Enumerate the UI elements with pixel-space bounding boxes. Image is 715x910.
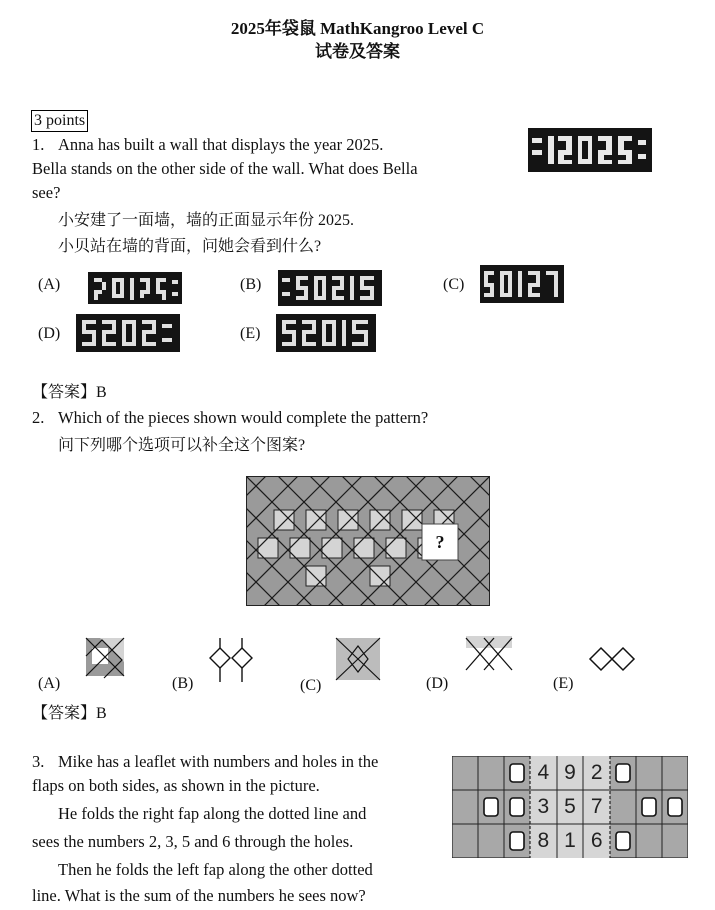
page-title: 2025年袋鼠 MathKangroo Level C <box>230 19 485 38</box>
q3-number: 3. <box>32 752 45 771</box>
q3-text-line3: He folds the right fap along the dotted line and <box>58 804 367 823</box>
q1-option-a-label: (A) <box>38 276 61 293</box>
grid-cell: 5 <box>564 795 576 818</box>
q1-option-a-figure[interactable] <box>88 272 182 304</box>
q2-number: 2. <box>32 408 45 427</box>
q3-number-grid <box>530 756 610 858</box>
grid-cell: 3 <box>537 795 550 818</box>
grid-cell: 1 <box>564 829 576 852</box>
q2-cn: 问下列哪个选项可以补全这个图案? <box>58 437 306 454</box>
q2-option-b-label: (B) <box>172 675 194 692</box>
grid-cell: 8 <box>537 829 550 852</box>
q1-cn-line2: 小贝站在墙的背面，问她会看到什么? <box>58 238 322 255</box>
q2-option-d-figure[interactable] <box>464 634 514 674</box>
q1-text-line2: Bella stands on the other side of the wall. What does Bella <box>32 159 418 178</box>
q1-option-d-figure[interactable] <box>76 314 180 352</box>
q2-option-d-label: (D) <box>426 675 449 692</box>
q3-text-line1: Mike has a leaflet with numbers and holes in the <box>58 752 379 771</box>
q2-answer: 【答案】B <box>32 705 107 722</box>
q1-option-b-label: (B) <box>240 276 262 293</box>
q1-wall-figure <box>528 128 652 172</box>
q1-option-e-label: (E) <box>240 325 261 342</box>
grid-cell: 7 <box>590 795 603 818</box>
points-badge: 3 points <box>31 110 88 132</box>
grid-cell: 6 <box>590 829 603 852</box>
page-subtitle: 试卷及答案 <box>315 42 400 61</box>
q2-missing-piece-mark: ? <box>435 532 445 552</box>
q2-option-e-label: (E) <box>553 675 574 692</box>
q3-text-line6: line. What is the sum of the numbers he sees now? <box>32 886 366 905</box>
grid-cell: 4 <box>537 761 550 784</box>
q1-option-c-label: (C) <box>443 276 465 293</box>
q3-text-line2: flaps on both sides, as shown in the picture. <box>32 776 320 795</box>
q1-option-d-label: (D) <box>38 325 61 342</box>
grid-cell: 9 <box>564 761 576 784</box>
grid-cell: 2 <box>590 761 603 784</box>
q2-option-b-figure[interactable] <box>206 636 258 686</box>
q2-option-c-label: (C) <box>300 677 322 694</box>
q1-option-c-figure[interactable] <box>480 265 564 303</box>
q2-text: Which of the pieces shown would complete the pattern? <box>58 408 429 427</box>
q3-text-line4: sees the numbers 2, 3, 5 and 6 through the holes. <box>32 832 354 851</box>
q1-option-e-figure[interactable] <box>276 314 376 352</box>
q1-option-b-figure[interactable] <box>278 270 382 306</box>
q2-option-e-figure[interactable] <box>588 644 638 674</box>
q1-cn-line1: 小安建了一面墙，墙的正面显示年份 2025. <box>58 212 355 229</box>
q3-text-line5: Then he folds the left fap along the other dotted <box>58 860 373 879</box>
q1-text-line3: see? <box>32 183 61 202</box>
q2-option-c-figure[interactable] <box>334 634 382 684</box>
q1-answer: 【答案】B <box>32 384 107 401</box>
q1-text-line1: Anna has built a wall that displays the year 2025. <box>58 135 384 154</box>
q1-number: 1. <box>32 135 45 154</box>
q2-option-a-label: (A) <box>38 675 61 692</box>
q3-leaflet-figure <box>452 756 688 858</box>
q2-option-a-figure[interactable] <box>82 634 128 680</box>
